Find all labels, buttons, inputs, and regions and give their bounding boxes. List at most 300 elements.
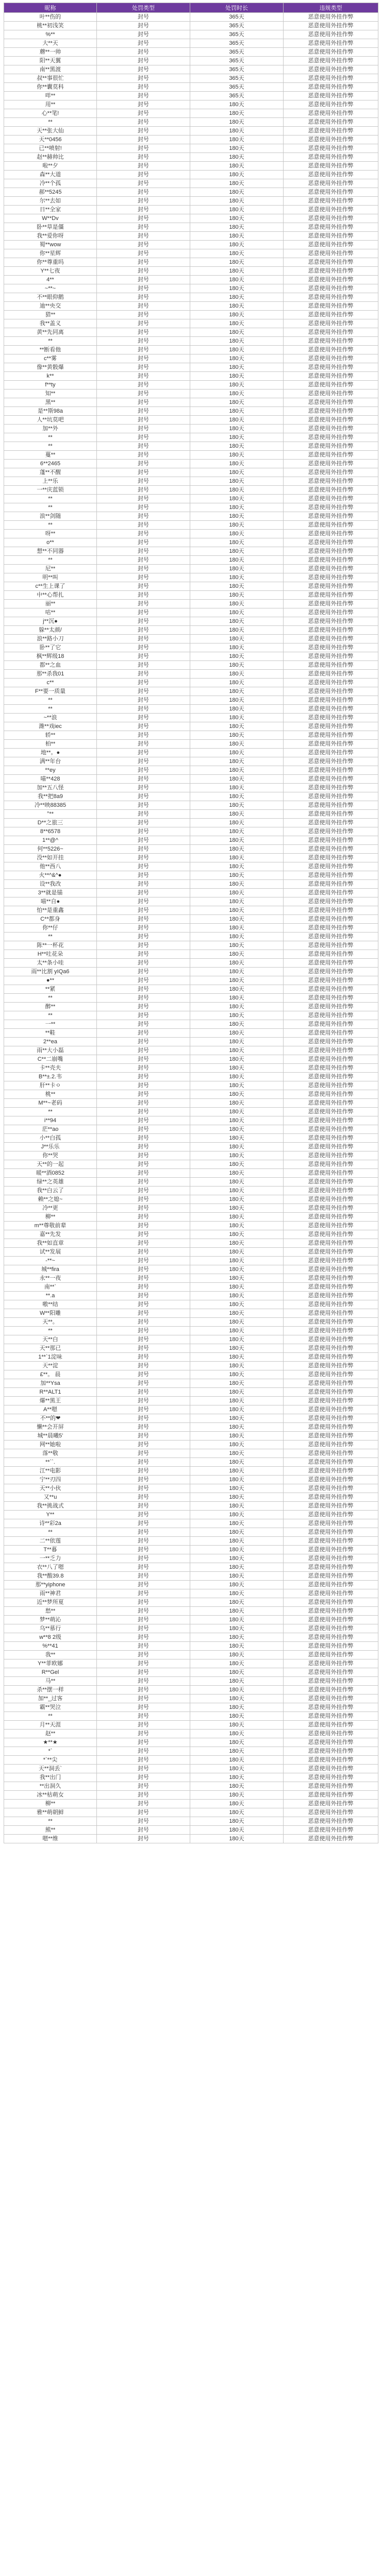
cell-nickname: B**±.2.韦 [4,1073,97,1081]
cell-penalty-duration: 180天 [190,1116,284,1125]
cell-nickname: m**尊敬前辈 [4,1222,97,1230]
cell-penalty-duration: 180天 [190,144,284,153]
cell-nickname: A**嗯 [4,1405,97,1414]
cell-violation-type: 恶意使用外挂作弊 [284,48,378,57]
table-row [4,206,378,214]
cell-penalty-duration: 180天 [190,232,284,241]
cell-nickname: 雨**比割 yIQa6 [4,968,97,976]
table-row [4,573,378,582]
cell-penalty-type: 封号 [97,976,190,985]
cell-penalty-duration: 180天 [190,1020,284,1029]
cell-penalty-duration: 180天 [190,223,284,232]
cell-nickname: 诗**彩2a [4,1519,97,1528]
cell-nickname: 他**西八 [4,862,97,871]
cell-nickname: **断看他 [4,346,97,354]
cell-violation-type: 恶意使用外挂作弊 [284,13,378,22]
table-row [4,241,378,249]
cell-penalty-duration: 180天 [190,819,284,827]
cell-penalty-duration: 180天 [190,915,284,924]
table-row [4,1484,378,1493]
table-row [4,705,378,714]
cell-nickname: 地**。● [4,749,97,757]
cell-violation-type: 恶意使用外挂作弊 [284,477,378,486]
table-row [4,127,378,135]
cell-penalty-type: 封号 [97,600,190,608]
cell-penalty-type: 封号 [97,1484,190,1493]
cell-penalty-type: 封号 [97,451,190,460]
table-row [4,608,378,617]
cell-penalty-type: 封号 [97,1239,190,1248]
cell-penalty-duration: 180天 [190,1353,284,1362]
cell-nickname: 加**_过客 [4,1694,97,1703]
cell-penalty-duration: 180天 [190,206,284,214]
table-row [4,1677,378,1686]
cell-violation-type: 恶意使用外挂作弊 [284,1169,378,1178]
cell-violation-type: 恶意使用外挂作弊 [284,1668,378,1677]
table-row [4,1020,378,1029]
cell-violation-type: 恶意使用外挂作弊 [284,1738,378,1747]
table-row [4,153,378,162]
cell-penalty-type: 封号 [97,284,190,293]
table-row [4,433,378,442]
cell-violation-type: 恶意使用外挂作弊 [284,1108,378,1116]
cell-penalty-type: 封号 [97,442,190,451]
cell-penalty-type: 封号 [97,1344,190,1353]
cell-violation-type: 恶意使用外挂作弊 [284,1239,378,1248]
cell-penalty-duration: 180天 [190,1257,284,1265]
cell-violation-type: 恶意使用外挂作弊 [284,1440,378,1449]
cell-nickname: 暖**酒0852 [4,1169,97,1178]
cell-penalty-duration: 180天 [190,1546,284,1554]
cell-penalty-duration: 180天 [190,1046,284,1055]
cell-penalty-duration: 180天 [190,451,284,460]
table-row [4,1747,378,1756]
cell-penalty-type: 封号 [97,1388,190,1397]
cell-penalty-type: 封号 [97,757,190,766]
cell-penalty-type: 封号 [97,1528,190,1537]
cell-violation-type: 恶意使用外挂作弊 [284,915,378,924]
cell-nickname: 潍**戏iec [4,722,97,731]
table-row [4,941,378,950]
cell-penalty-duration: 180天 [190,241,284,249]
cell-violation-type: 恶意使用外挂作弊 [284,1309,378,1318]
header-violation-type: 违规类型 [284,3,378,13]
cell-penalty-duration: 180天 [190,941,284,950]
cell-nickname: 我** [4,1651,97,1659]
cell-penalty-type: 封号 [97,398,190,407]
cell-nickname: 4** [4,276,97,284]
cell-penalty-duration: 180天 [190,1318,284,1327]
cell-nickname: 黑** [4,398,97,407]
cell-penalty-duration: 180天 [190,1300,284,1309]
cell-penalty-duration: 180天 [190,854,284,862]
cell-penalty-duration: 180天 [190,1081,284,1090]
cell-nickname: **紧 [4,985,97,994]
cell-nickname: %** [4,30,97,39]
table-row [4,407,378,416]
cell-violation-type: 恶意使用外挂作弊 [284,985,378,994]
cell-violation-type: 恶意使用外挂作弊 [284,57,378,65]
cell-nickname: 宁**刃四 [4,1476,97,1484]
cell-penalty-duration: 180天 [190,1668,284,1677]
cell-penalty-duration: 180天 [190,1038,284,1046]
cell-penalty-duration: 180天 [190,1511,284,1519]
cell-penalty-duration: 180天 [190,153,284,162]
cell-penalty-type: 封号 [97,1370,190,1379]
cell-penalty-duration: 365天 [190,65,284,74]
cell-penalty-duration: 180天 [190,1440,284,1449]
table-row [4,617,378,626]
cell-violation-type: 恶意使用外挂作弊 [284,1029,378,1038]
table-row [4,1633,378,1642]
cell-nickname: 卡**壳夫 [4,1064,97,1073]
cell-violation-type: 恶意使用外挂作弊 [284,740,378,749]
cell-nickname: 嘉**先发 [4,1230,97,1239]
cell-violation-type: 恶意使用外挂作弊 [284,1449,378,1458]
table-row [4,915,378,924]
table-row [4,556,378,565]
cell-nickname: 日**全家 [4,206,97,214]
cell-penalty-duration: 180天 [190,354,284,363]
cell-penalty-type: 封号 [97,924,190,933]
cell-nickname: 尼** [4,565,97,573]
cell-violation-type: 恶意使用外挂作弊 [284,617,378,626]
table-row [4,1195,378,1204]
cell-penalty-duration: 180天 [190,1791,284,1800]
cell-violation-type: 恶意使用外挂作弊 [284,679,378,687]
cell-nickname: 陈**一杯花 [4,941,97,950]
cell-violation-type: 恶意使用外挂作弊 [284,1046,378,1055]
cell-violation-type: 恶意使用外挂作弊 [284,1651,378,1659]
cell-penalty-type: 封号 [97,258,190,267]
cell-penalty-type: 封号 [97,538,190,547]
cell-violation-type: 恶意使用外挂作弊 [284,933,378,941]
cell-penalty-type: 封号 [97,1589,190,1598]
cell-nickname: 中**心帮扎 [4,591,97,600]
table-row [4,1624,378,1633]
cell-penalty-duration: 180天 [190,573,284,582]
cell-violation-type: 恶意使用外挂作弊 [284,206,378,214]
cell-penalty-duration: 180天 [190,1782,284,1791]
cell-violation-type: 恶意使用外挂作弊 [284,1747,378,1756]
cell-penalty-duration: 180天 [190,687,284,696]
cell-violation-type: 恶意使用外挂作弊 [284,1773,378,1782]
table-row [4,600,378,608]
cell-nickname: 人**坑莫吧 [4,416,97,425]
cell-nickname: 那**杀我01 [4,670,97,679]
cell-penalty-type: 封号 [97,1563,190,1572]
cell-penalty-type: 封号 [97,547,190,556]
cell-penalty-duration: 180天 [190,670,284,679]
cell-nickname: 霸**哭泣 [4,1703,97,1712]
cell-penalty-duration: 180天 [190,933,284,941]
cell-penalty-duration: 180天 [190,1222,284,1230]
cell-penalty-type: 封号 [97,1204,190,1213]
table-row [4,311,378,319]
table-row [4,897,378,906]
cell-penalty-duration: 180天 [190,1195,284,1204]
cell-nickname: 上**乐 [4,477,97,486]
cell-violation-type: 恶意使用外挂作弊 [284,959,378,968]
cell-penalty-type: 封号 [97,188,190,197]
table-row [4,1563,378,1572]
cell-penalty-duration: 180天 [190,1073,284,1081]
cell-penalty-type: 封号 [97,1362,190,1370]
cell-violation-type: 恶意使用外挂作弊 [284,1257,378,1265]
cell-nickname: ** [4,696,97,705]
cell-violation-type: 恶意使用外挂作弊 [284,1327,378,1335]
table-row [4,784,378,792]
table-row [4,13,378,22]
table-row [4,521,378,530]
cell-violation-type: 恶意使用外挂作弊 [284,801,378,810]
cell-nickname: ●** [4,976,97,985]
cell-nickname: 小**白孤 [4,1134,97,1143]
cell-penalty-type: 封号 [97,1116,190,1125]
cell-nickname: 天**小伙 [4,1484,97,1493]
cell-penalty-duration: 180天 [190,617,284,626]
cell-violation-type: 恶意使用外挂作弊 [284,1800,378,1808]
cell-penalty-duration: 180天 [190,1432,284,1440]
cell-penalty-type: 封号 [97,1546,190,1554]
cell-penalty-type: 封号 [97,1038,190,1046]
cell-penalty-type: 封号 [97,968,190,976]
cell-violation-type: 恶意使用外挂作弊 [284,162,378,171]
cell-penalty-type: 封号 [97,372,190,381]
cell-nickname: 你**星辉 [4,249,97,258]
cell-penalty-type: 封号 [97,670,190,679]
cell-penalty-type: 封号 [97,503,190,512]
table-row [4,1116,378,1125]
cell-penalty-duration: 180天 [190,503,284,512]
cell-nickname: 天**那已 [4,1344,97,1353]
cell-penalty-duration: 180天 [190,1029,284,1038]
cell-penalty-duration: 180天 [190,1616,284,1624]
cell-penalty-type: 封号 [97,1335,190,1344]
cell-penalty-type: 封号 [97,1222,190,1230]
table-row [4,1694,378,1703]
table-row [4,512,378,521]
cell-nickname: 咕** [4,608,97,617]
cell-violation-type: 恶意使用外挂作弊 [284,1519,378,1528]
table-row [4,1300,378,1309]
table-row [4,538,378,547]
cell-nickname: 桃**初浅笑 [4,22,97,30]
table-row [4,714,378,722]
cell-penalty-type: 封号 [97,39,190,48]
cell-penalty-type: 封号 [97,1677,190,1686]
table-row [4,985,378,994]
cell-penalty-duration: 180天 [190,600,284,608]
table-row [4,1257,378,1265]
table-row [4,1151,378,1160]
cell-penalty-duration: 180天 [190,486,284,495]
cell-violation-type: 恶意使用外挂作弊 [284,223,378,232]
cell-penalty-type: 封号 [97,801,190,810]
cell-penalty-duration: 180天 [190,740,284,749]
cell-penalty-duration: 180天 [190,1467,284,1476]
cell-penalty-type: 封号 [97,836,190,845]
cell-violation-type: 恶意使用外挂作弊 [284,731,378,740]
cell-penalty-type: 封号 [97,845,190,854]
cell-violation-type: 恶意使用外挂作弊 [284,976,378,985]
cell-violation-type: 恶意使用外挂作弊 [284,714,378,722]
cell-violation-type: 恶意使用外挂作弊 [284,1274,378,1283]
cell-violation-type: 恶意使用外挂作弊 [284,871,378,880]
table-row [4,1511,378,1519]
cell-penalty-duration: 180天 [190,1309,284,1318]
table-row [4,1607,378,1616]
cell-penalty-type: 封号 [97,766,190,775]
table-row [4,1318,378,1327]
cell-penalty-duration: 180天 [190,1712,284,1721]
table-row [4,933,378,941]
cell-penalty-duration: 180天 [190,162,284,171]
cell-nickname: 冰**枯萌女 [4,1791,97,1800]
cell-violation-type: 恶意使用外挂作弊 [284,109,378,118]
cell-violation-type: 恶意使用外挂作弊 [284,1405,378,1414]
cell-nickname: ** [4,556,97,565]
cell-penalty-type: 封号 [97,1265,190,1274]
cell-nickname: 躲**太颜/ [4,626,97,635]
cell-penalty-type: 封号 [97,626,190,635]
cell-penalty-duration: 180天 [190,591,284,600]
cell-violation-type: 恶意使用外挂作弊 [284,197,378,206]
cell-nickname: ** [4,503,97,512]
table-row [4,827,378,836]
cell-nickname: **鞋 [4,1029,97,1038]
cell-penalty-duration: 365天 [190,39,284,48]
cell-nickname: f**ty [4,381,97,389]
cell-violation-type: 恶意使用外挂作弊 [284,573,378,582]
cell-penalty-type: 封号 [97,679,190,687]
cell-violation-type: 恶意使用外挂作弊 [284,1502,378,1511]
cell-penalty-duration: 180天 [190,679,284,687]
cell-nickname: 明**叫 [4,573,97,582]
cell-nickname: H**吐花朵 [4,950,97,959]
cell-violation-type: 恶意使用外挂作弊 [284,696,378,705]
cell-penalty-duration: 180天 [190,880,284,889]
cell-violation-type: 恶意使用外挂作弊 [284,1143,378,1151]
table-row [4,1493,378,1502]
table-row [4,959,378,968]
cell-penalty-duration: 180天 [190,521,284,530]
cell-nickname: 黄**先同离 [4,328,97,337]
cell-penalty-duration: 180天 [190,968,284,976]
cell-violation-type: 恶意使用外挂作弊 [284,880,378,889]
table-row [4,862,378,871]
cell-penalty-type: 封号 [97,617,190,626]
table-row [4,258,378,267]
table-row [4,530,378,538]
table-row [4,1038,378,1046]
cell-violation-type: 恶意使用外挂作弊 [284,1073,378,1081]
cell-violation-type: 恶意使用外挂作弊 [284,65,378,74]
cell-penalty-type: 封号 [97,1782,190,1791]
cell-violation-type: 恶意使用外挂作弊 [284,1467,378,1476]
cell-penalty-type: 封号 [97,705,190,714]
cell-violation-type: 恶意使用外挂作弊 [284,1335,378,1344]
table-row [4,1835,378,1843]
cell-violation-type: 恶意使用外挂作弊 [284,293,378,302]
cell-nickname: 天**0456 [4,135,97,144]
cell-penalty-duration: 180天 [190,1379,284,1388]
cell-violation-type: 恶意使用外挂作弊 [284,1222,378,1230]
cell-penalty-duration: 180天 [190,100,284,109]
cell-violation-type: 恶意使用外挂作弊 [284,1283,378,1292]
cell-violation-type: 恶意使用外挂作弊 [284,530,378,538]
table-row [4,652,378,661]
cell-penalty-duration: 365天 [190,83,284,92]
cell-violation-type: 恶意使用外挂作弊 [284,722,378,731]
cell-nickname: 6**2465 [4,460,97,468]
cell-penalty-type: 封号 [97,1318,190,1327]
cell-penalty-type: 封号 [97,1230,190,1239]
table-header-row [4,3,378,13]
cell-nickname: c**生上课了 [4,582,97,591]
cell-nickname: R**ALT1 [4,1388,97,1397]
cell-violation-type: 恶意使用外挂作弊 [284,1090,378,1099]
cell-penalty-type: 封号 [97,1808,190,1817]
table-row [4,740,378,749]
table-row [4,635,378,643]
cell-violation-type: 恶意使用外挂作弊 [284,1589,378,1598]
cell-penalty-type: 封号 [97,319,190,328]
cell-violation-type: 恶意使用外挂作弊 [284,1362,378,1370]
cell-nickname: 已**喷射! [4,144,97,153]
cell-nickname: 爆**黑王 [4,1397,97,1405]
table-row [4,57,378,65]
cell-penalty-type: 封号 [97,1519,190,1528]
table-row [4,442,378,451]
cell-nickname: 柳** [4,1213,97,1222]
cell-violation-type: 恶意使用外挂作弊 [284,407,378,416]
cell-penalty-duration: 180天 [190,1213,284,1222]
cell-violation-type: 恶意使用外挂作弊 [284,214,378,223]
cell-penalty-type: 封号 [97,530,190,538]
cell-violation-type: 恶意使用外挂作弊 [284,416,378,425]
cell-penalty-duration: 180天 [190,1493,284,1502]
cell-violation-type: 恶意使用外挂作弊 [284,1686,378,1694]
cell-violation-type: 恶意使用外挂作弊 [284,1178,378,1187]
cell-penalty-duration: 180天 [190,468,284,477]
cell-penalty-duration: 180天 [190,1502,284,1511]
cell-nickname: 2**ea [4,1038,97,1046]
cell-nickname: 叔**事很忙 [4,74,97,83]
cell-violation-type: 恶意使用外挂作弊 [284,1484,378,1493]
cell-penalty-duration: 180天 [190,705,284,714]
cell-nickname: 喵**428 [4,775,97,784]
cell-nickname: 用** [4,100,97,109]
cell-violation-type: 恶意使用外挂作弊 [284,1835,378,1843]
cell-penalty-type: 封号 [97,1029,190,1038]
cell-penalty-duration: 180天 [190,1800,284,1808]
cell-penalty-type: 封号 [97,1449,190,1458]
cell-penalty-duration: 180天 [190,1808,284,1817]
cell-nickname: 你**哭 [4,1151,97,1160]
cell-violation-type: 恶意使用外挂作弊 [284,346,378,354]
table-row [4,1125,378,1134]
cell-nickname: 蘑**一帅 [4,48,97,57]
cell-nickname: 8**6578 [4,827,97,836]
table-row [4,731,378,740]
cell-penalty-type: 封号 [97,416,190,425]
cell-violation-type: 恶意使用外挂作弊 [284,433,378,442]
cell-nickname: Y** [4,1511,97,1519]
cell-penalty-duration: 180天 [190,197,284,206]
cell-penalty-duration: 180天 [190,1239,284,1248]
cell-violation-type: 恶意使用外挂作弊 [284,1624,378,1633]
